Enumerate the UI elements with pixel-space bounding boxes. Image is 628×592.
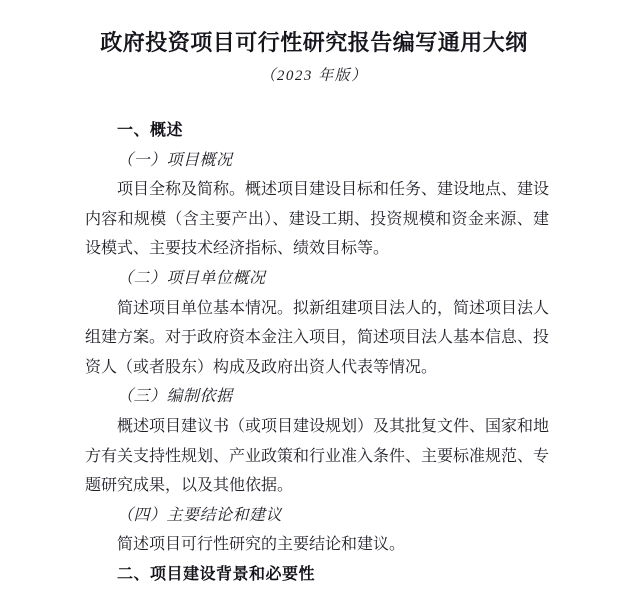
paragraph: 简述项目可行性研究的主要结论和建议。	[117, 536, 406, 554]
subsection-heading: （四）主要结论和建议	[117, 506, 283, 524]
subsection-heading: （一）项目概况	[117, 151, 233, 169]
subsection-heading: （二）项目单位概况	[117, 269, 266, 287]
document-title: 政府投资项目可行性研究报告编写通用大纲	[100, 30, 528, 55]
document-subtitle: （2023 年版）	[260, 68, 368, 84]
document-body	[85, 116, 549, 590]
section-heading: 一、概述	[117, 122, 184, 139]
subsection-heading: （三）编制依据	[117, 388, 233, 406]
section-heading: 二、项目建设背景和必要性	[117, 565, 316, 583]
paragraph: 概述项目建议书（或项目建设规划）及其批复文件、国家和地方有关支持性规划、产业政策和行业准入条件、主要标准规范、专题研究成果，以及其他依据。	[85, 417, 550, 495]
paragraph: 项目全称及简称。概述项目建设目标和任务、建设地点、建设内容和规模（含主要产出）、建设工期、投资规模和资金来源、建设模式、主要技术经济指标、绩效目标等。	[85, 181, 550, 258]
paragraph: 简述项目单位基本情况。拟新组建项目法人的，简述项目法人组建方案。对于政府资本金注入项目，简述项目法人基本信息、投资人（或者股东）构成及政府出资人代表等情况。	[85, 299, 550, 376]
